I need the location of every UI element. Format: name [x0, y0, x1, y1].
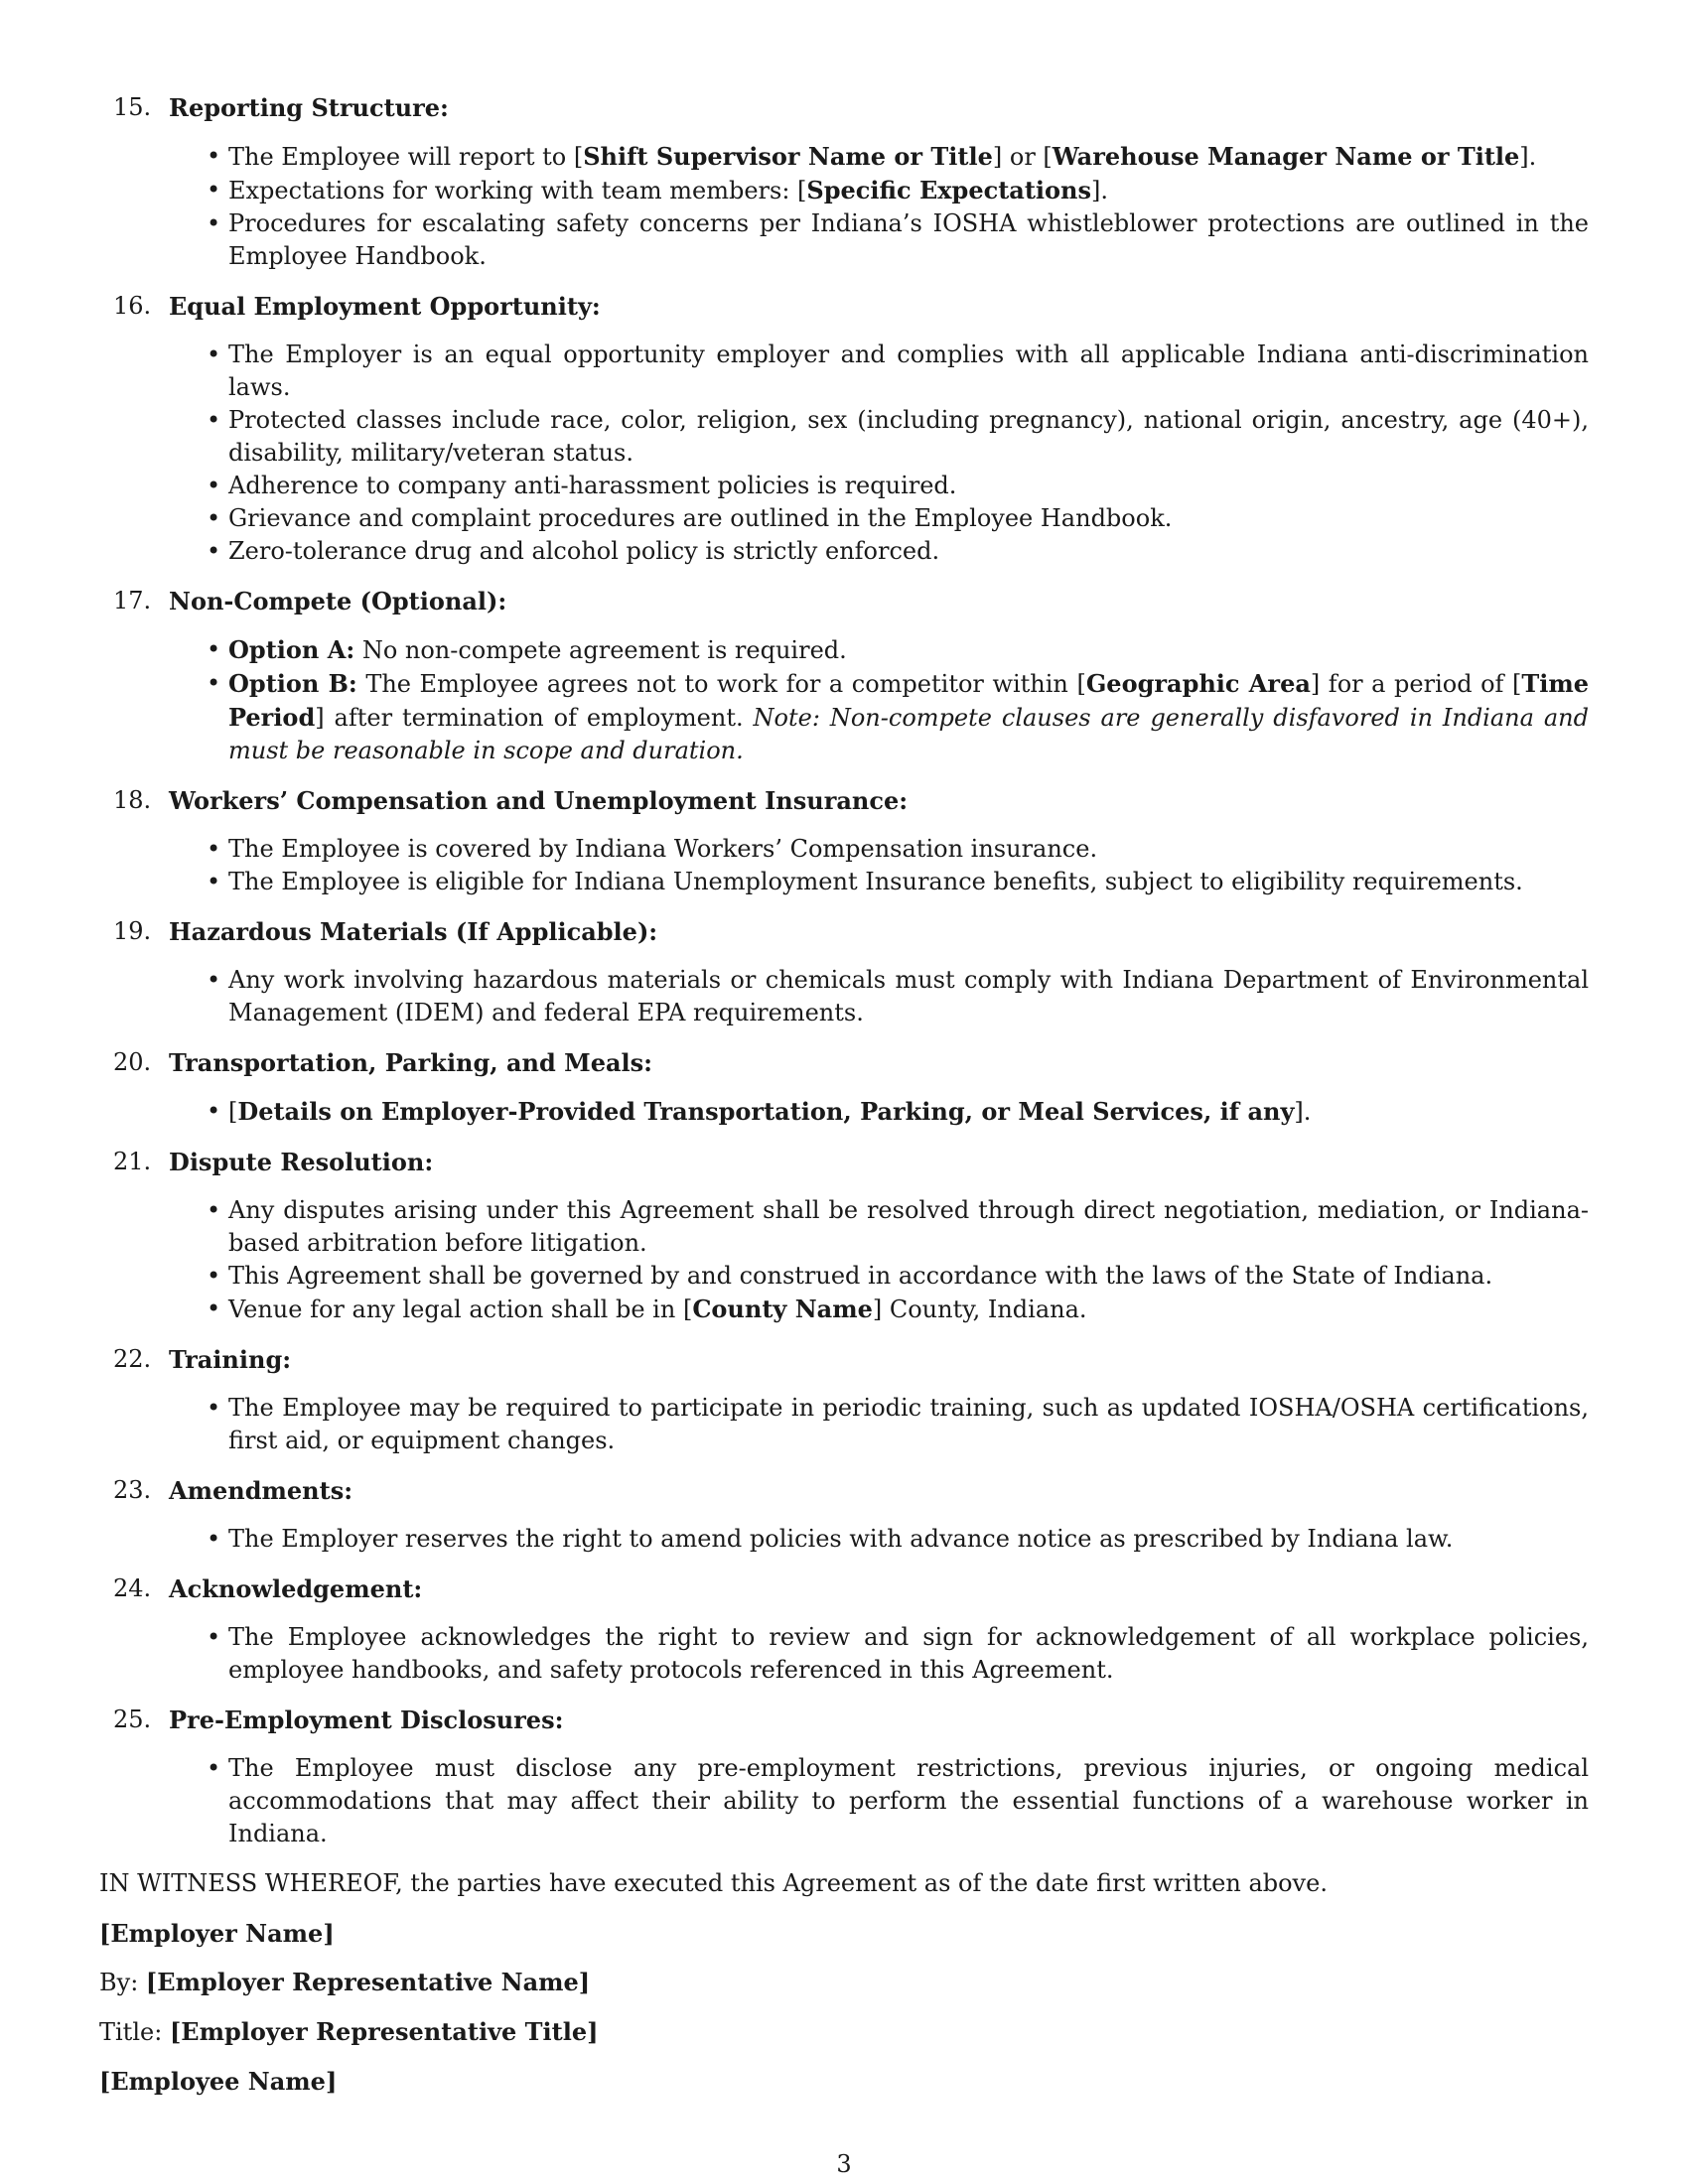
text-run: ].: [1091, 177, 1109, 205]
bullet-list: [169, 1621, 1589, 1687]
page-number: 3: [836, 2150, 852, 2178]
signature-block: [99, 1917, 1589, 2098]
bullet-item: [228, 1523, 1589, 1556]
text-run: ] or [: [992, 143, 1053, 171]
text-run: Expectations for working with team members: [: [228, 177, 807, 205]
section-25: [99, 1704, 1589, 1850]
bullet-item: [228, 633, 1589, 667]
text-run: The Employee is covered by Indiana Workers’ Compensation insurance.: [228, 835, 1098, 863]
bullet-item: [228, 140, 1589, 174]
section-number: 25.: [113, 1706, 152, 1733]
section-title: Reporting Structure:: [169, 93, 449, 122]
text-run: Details on Employer-Provided Transportation, Parking, or Meal Services, if any: [237, 1097, 1295, 1126]
section-22: [99, 1343, 1589, 1457]
bullet-item: [228, 1194, 1589, 1260]
bullet-item: [228, 339, 1589, 404]
text-run: The Employee is eligible for Indiana Unemployment Insurance benefits, subject to eligibility requirements.: [228, 868, 1523, 895]
text-run: Venue for any legal action shall be in [: [228, 1296, 693, 1323]
bullet-list: [169, 833, 1589, 898]
by-label: By:: [99, 1969, 139, 1996]
section-number: 23.: [113, 1476, 152, 1504]
section-20: [99, 1046, 1589, 1129]
text-run: ].: [1294, 1098, 1312, 1126]
section-title: Acknowledgement:: [169, 1574, 423, 1603]
text-run: ] for a period of [: [1310, 670, 1522, 698]
bullet-item: [228, 964, 1589, 1029]
text-run: Geographic Area: [1085, 669, 1311, 698]
signature-title-line: [99, 2015, 1589, 2049]
bullet-item: [228, 866, 1589, 898]
text-run: Grievance and complaint procedures are outlined in the Employee Handbook.: [228, 504, 1173, 532]
bullet-list: [169, 140, 1589, 273]
bullet-list: [169, 1752, 1589, 1850]
section-17: [99, 585, 1589, 767]
text-run: Shift Supervisor Name or Title: [583, 142, 993, 171]
text-run: No non-compete agreement is required.: [354, 636, 847, 664]
text-run: ] County, Indiana.: [872, 1296, 1087, 1323]
witness-statement: IN WITNESS WHEREOF, the parties have executed this Agreement as of the date first written above.: [99, 1869, 1328, 1897]
section-19: [99, 915, 1589, 1029]
signature-by-line: [99, 1966, 1589, 1999]
text-run: [: [228, 1098, 238, 1126]
bullet-item: [228, 1752, 1589, 1850]
section-15: [99, 91, 1589, 273]
text-run: The Employee may be required to participate in periodic training, such as updated IOSHA/OSHA certifications, first aid, or equipment changes.: [228, 1394, 1589, 1454]
text-run: Option A:: [228, 635, 355, 664]
bullet-item: [228, 1392, 1589, 1457]
text-run: The Employee acknowledges the right to review and sign for acknowledgement of all workplace policies, employee handbooks, and safety protocols referenced in this Agreement.: [228, 1623, 1589, 1684]
section-list: [99, 91, 1589, 1850]
text-run: County Name: [692, 1295, 873, 1323]
section-title: Equal Employment Opportunity:: [169, 292, 601, 321]
text-run: The Employer reserves the right to amend policies with advance notice as prescribed by Indiana law.: [228, 1525, 1454, 1553]
section-title: Training:: [169, 1345, 292, 1374]
section-18: [99, 784, 1589, 898]
section-number: 21.: [113, 1148, 152, 1175]
bullet-item: [228, 535, 1589, 568]
bullet-list: [169, 633, 1589, 767]
document-page: [99, 91, 1589, 2114]
text-run: The Employee agrees not to work for a competitor within [: [356, 670, 1086, 698]
employer-name: [Employer Name]: [99, 1919, 335, 1948]
bullet-item: [228, 404, 1589, 470]
text-run: Protected classes include race, color, religion, sex (including pregnancy), national origin, ancestry, age (40+), disability, military/veteran status.: [228, 406, 1589, 467]
section-number: 18.: [113, 786, 152, 814]
text-run: ].: [1519, 143, 1537, 171]
text-run: Procedures for escalating safety concerns per Indiana’s IOSHA whistleblower protections are outlined in the Employee Handbook.: [228, 209, 1589, 270]
bullet-list: [169, 1392, 1589, 1457]
text-run: Specific Expectations: [806, 176, 1092, 205]
bullet-item: [228, 1260, 1589, 1293]
section-number: 15.: [113, 93, 152, 121]
bullet-item: [228, 502, 1589, 535]
text-run: Any work involving hazardous materials or chemicals must comply with Indiana Department of Environmental Management (IDEM) and federal EPA requirements.: [228, 966, 1589, 1026]
section-21: [99, 1146, 1589, 1326]
bullet-item: [228, 1095, 1589, 1129]
section-23: [99, 1474, 1589, 1556]
section-title: Hazardous Materials (If Applicable):: [169, 917, 658, 946]
bullet-list: [169, 1194, 1589, 1326]
bullet-list: [169, 339, 1589, 568]
section-title: Pre-Employment Disclosures:: [169, 1706, 564, 1734]
text-run: Note: Non-compete clauses are generally disfavored in Indiana and must be reasonable in scope and duration.: [228, 704, 1589, 764]
bullet-list: [169, 1523, 1589, 1556]
bullet-item: [228, 667, 1589, 767]
bullet-item: [228, 174, 1589, 207]
text-run: The Employee must disclose any pre-employment restrictions, previous injuries, or ongoing medical accommodations that may affect their ability to perform the essential functions of a warehouse worker in Indiana.: [228, 1754, 1589, 1847]
title-label: Title:: [99, 2018, 163, 2046]
text-run: Time Period: [228, 669, 1589, 732]
text-run: The Employee will report to [: [228, 143, 584, 171]
section-number: 16.: [113, 292, 152, 320]
section-number: 17.: [113, 587, 152, 614]
bullet-item: [228, 470, 1589, 502]
bullet-list: [169, 964, 1589, 1029]
section-24: [99, 1572, 1589, 1687]
text-run: ] after termination of employment.: [315, 704, 754, 732]
section-title: Non-Compete (Optional):: [169, 587, 507, 615]
section-title: Workers’ Compensation and Unemployment Insurance:: [169, 786, 909, 815]
section-title: Transportation, Parking, and Meals:: [169, 1048, 653, 1077]
text-run: Any disputes arising under this Agreement shall be resolved through direct negotiation, mediation, or Indiana-based arbitration before litigation.: [228, 1196, 1589, 1257]
section-number: 24.: [113, 1574, 152, 1602]
bullet-item: [228, 833, 1589, 866]
section-number: 22.: [113, 1345, 152, 1373]
bullet-item: [228, 1621, 1589, 1687]
bullet-item: [228, 207, 1589, 273]
section-title: Amendments:: [169, 1476, 353, 1505]
text-run: Warehouse Manager Name or Title: [1052, 142, 1520, 171]
text-run: Option B:: [228, 669, 357, 698]
employer-representative-title: [Employer Representative Title]: [169, 2017, 599, 2046]
section-title: Dispute Resolution:: [169, 1148, 434, 1176]
bullet-list: [169, 1095, 1589, 1129]
employer-representative-name: [Employer Representative Name]: [145, 1968, 591, 1996]
section-number: 19.: [113, 917, 152, 945]
text-run: Zero-tolerance drug and alcohol policy is strictly enforced.: [228, 537, 940, 565]
bullet-item: [228, 1293, 1589, 1326]
text-run: Adherence to company anti-harassment policies is required.: [228, 472, 957, 499]
text-run: This Agreement shall be governed by and construed in accordance with the laws of the State of Indiana.: [228, 1262, 1493, 1290]
section-16: [99, 290, 1589, 568]
employee-name: [Employee Name]: [99, 2067, 338, 2096]
text-run: The Employer is an equal opportunity employer and complies with all applicable Indiana anti-discrimination laws.: [228, 341, 1589, 401]
section-number: 20.: [113, 1048, 152, 1076]
